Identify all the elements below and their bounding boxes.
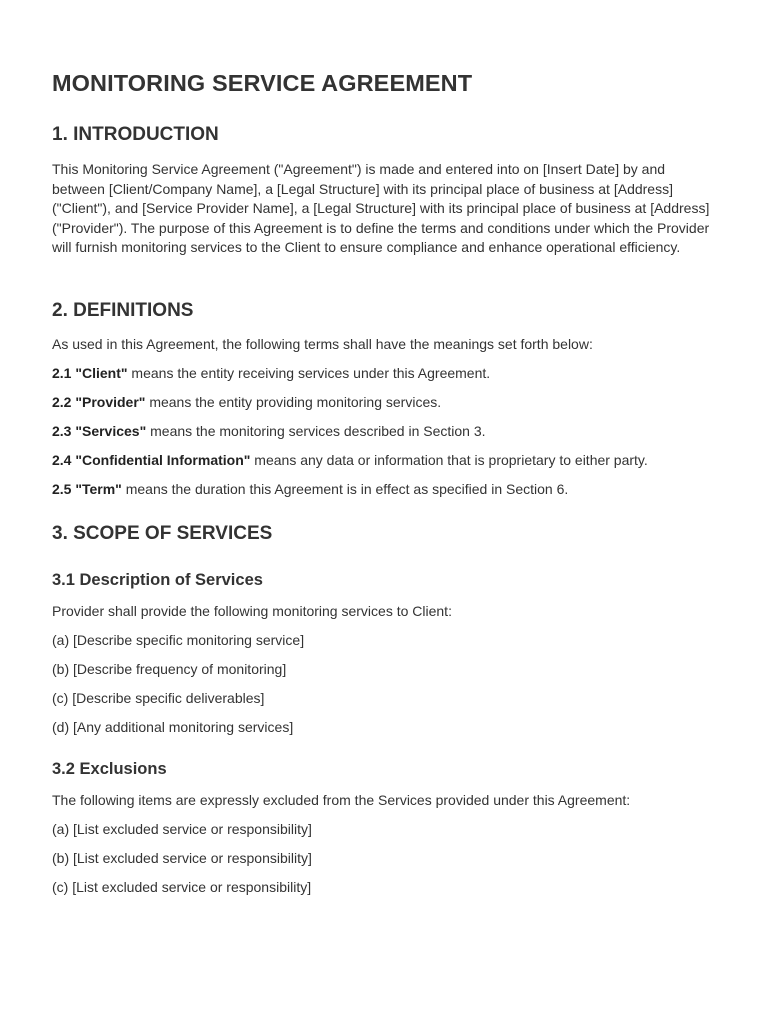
service-list-item: (c) [Describe specific deliverables] xyxy=(52,690,265,706)
exclusion-list-item: (a) [List excluded service or responsibility] xyxy=(52,821,312,837)
definition-item xyxy=(52,364,490,383)
definition-text: means the monitoring services described in Section 3. xyxy=(146,423,486,439)
definition-text: means the entity receiving services under this Agreement. xyxy=(127,365,491,381)
service-list-item: (b) [Describe frequency of monitoring] xyxy=(52,661,287,677)
service-list-item: (d) [Any additional monitoring services] xyxy=(52,719,294,735)
description-intro: Provider shall provide the following monitoring services to Client: xyxy=(52,603,452,619)
definition-term: 2.4 "Confidential Information" xyxy=(52,452,251,468)
subsection-exclusions-heading: 3.2 Exclusions xyxy=(52,760,167,778)
exclusion-list-item: (b) [List excluded service or responsibility] xyxy=(52,850,312,866)
definition-item xyxy=(52,451,648,470)
introduction-paragraph: This Monitoring Service Agreement ("Agreement") is made and entered into on [Insert Date] by and between [Client/Company Name], a [Legal Structure] with its principal place of business at [Address] ("Client"), and [Service Provider Name], a [Legal Structure] with its principal place of business at [Address] ("Provider"). The purpose of this Agreement is to define the terms and conditions under which the Provider will furnish monitoring services to the Client to ensure compliance and enhance operational efficiency. xyxy=(52,161,710,256)
definition-text: means the duration this Agreement is in effect as specified in Section 6. xyxy=(121,481,569,497)
definition-text: means any data or information that is proprietary to either party. xyxy=(250,452,648,468)
definition-item xyxy=(52,480,568,499)
definition-item xyxy=(52,422,486,441)
exclusions-intro: The following items are expressly excluded from the Services provided under this Agreement: xyxy=(52,792,631,808)
subsection-description-heading: 3.1 Description of Services xyxy=(52,571,263,589)
exclusion-list-item: (c) [List excluded service or responsibility] xyxy=(52,879,312,895)
document-title: MONITORING SERVICE AGREEMENT xyxy=(52,70,473,96)
definition-term: 2.3 "Services" xyxy=(52,423,147,439)
section-definitions-heading: 2. DEFINITIONS xyxy=(52,300,194,321)
definition-text: means the entity providing monitoring services. xyxy=(145,394,442,410)
definitions-intro: As used in this Agreement, the following terms shall have the meanings set forth below: xyxy=(52,336,593,352)
service-list-item: (a) [Describe specific monitoring service] xyxy=(52,632,305,648)
section-introduction-heading: 1. INTRODUCTION xyxy=(52,124,219,145)
section-scope-heading: 3. SCOPE OF SERVICES xyxy=(52,523,273,544)
definition-item xyxy=(52,393,441,412)
definition-term: 2.1 "Client" xyxy=(52,365,128,381)
definition-term: 2.5 "Term" xyxy=(52,481,122,497)
definition-term: 2.2 "Provider" xyxy=(52,394,146,410)
